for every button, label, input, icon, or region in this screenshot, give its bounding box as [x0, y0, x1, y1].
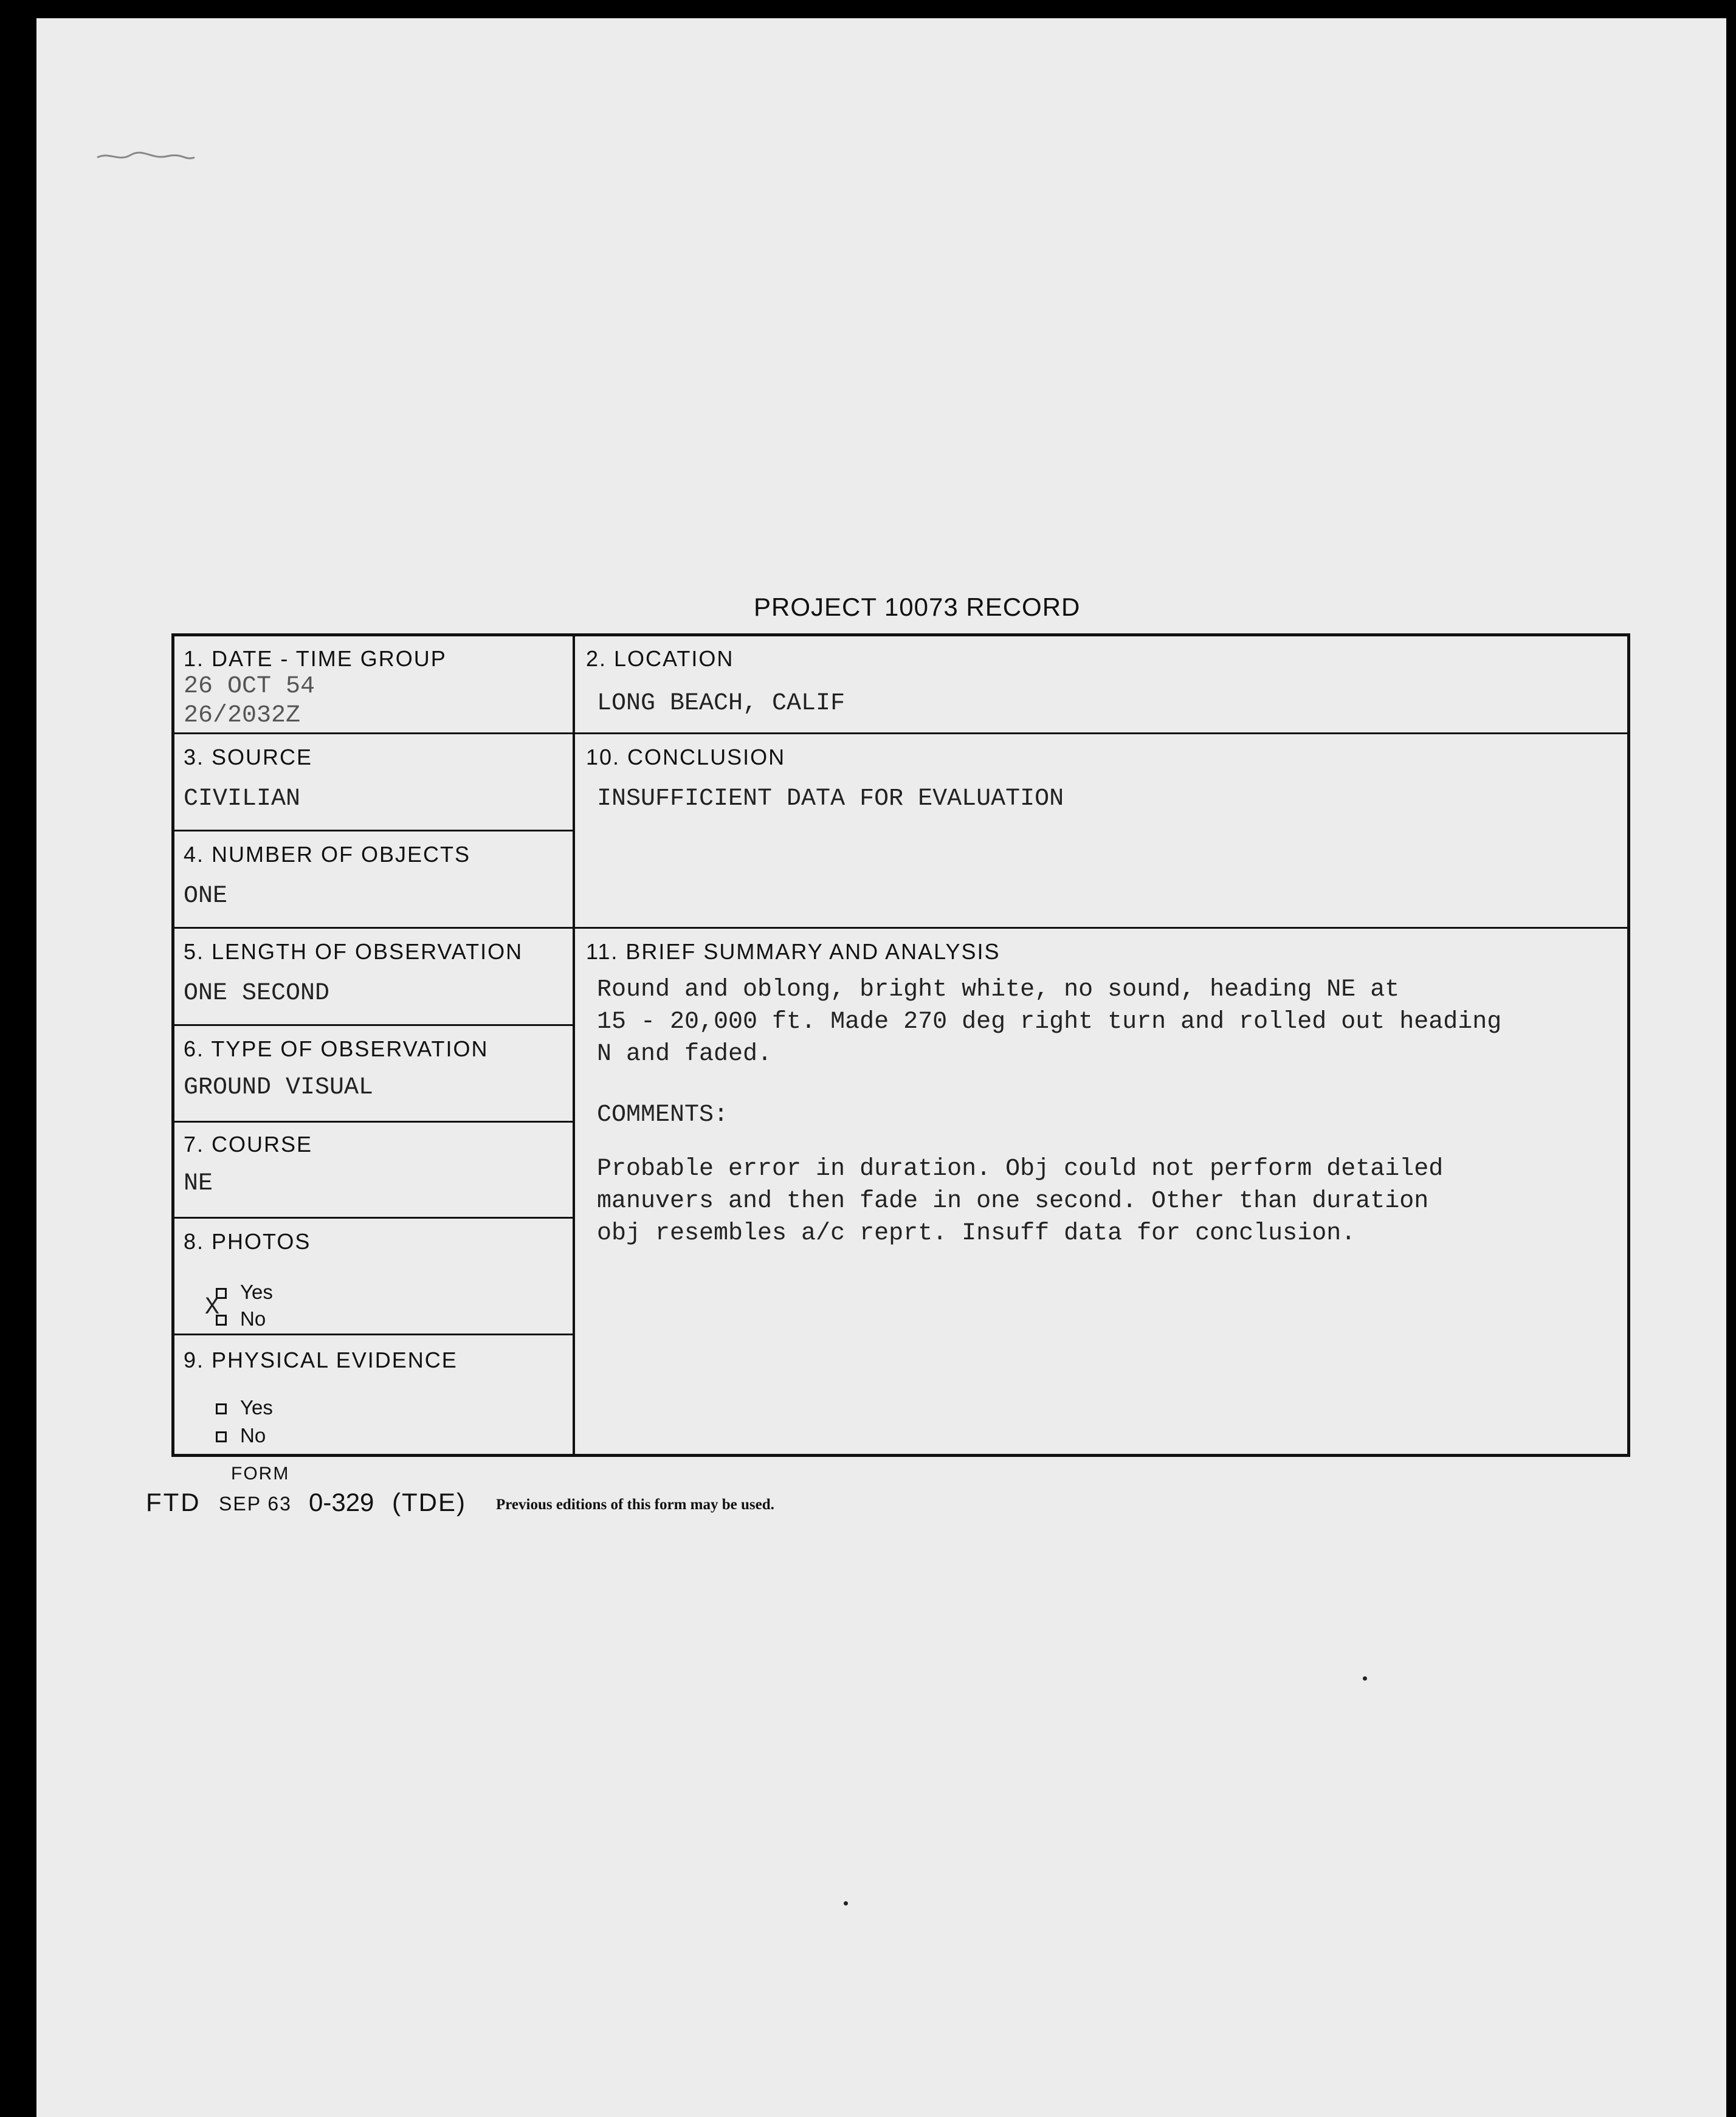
- summary-line: 15 - 20,000 ft. Made 270 deg right turn and rolled out heading: [597, 1008, 1502, 1036]
- type-of-observation-label: 6. TYPE OF OBSERVATION: [184, 1036, 489, 1061]
- conclusion-value: INSUFFICIENT DATA FOR EVALUATION: [597, 785, 1064, 813]
- location-value: LONG BEACH, CALIF: [597, 690, 846, 717]
- date-value: 26 OCT 54: [184, 673, 315, 700]
- summary-text: [597, 974, 1501, 1070]
- comments-line: manuvers and then fade in one second. Other than duration: [597, 1188, 1429, 1215]
- footer-date: SEP 63: [219, 1493, 292, 1515]
- number-of-objects-label: 4. NUMBER OF OBJECTS: [184, 842, 471, 867]
- date-time-label: 1. DATE - TIME GROUP: [184, 646, 447, 671]
- footer-note: Previous editions of this form may be used.: [496, 1496, 774, 1513]
- photos-yes-option[interactable]: [216, 1281, 273, 1304]
- summary-label: 11. BRIEF SUMMARY AND ANALYSIS: [586, 939, 1001, 964]
- comments-line: Probable error in duration. Obj could not perform detailed: [597, 1155, 1444, 1183]
- physical-evidence-yes-option[interactable]: [216, 1396, 273, 1419]
- paper-speck: [1363, 1676, 1367, 1681]
- course-label: 7. COURSE: [184, 1132, 313, 1157]
- row-divider: [174, 732, 1627, 734]
- comments-line: obj resembles a/c reprt. Insuff data for conclusion.: [597, 1220, 1356, 1247]
- paper-speck: [844, 1901, 848, 1905]
- footer-number: 0-329: [309, 1488, 374, 1516]
- type-of-observation-value: GROUND VISUAL: [184, 1074, 374, 1101]
- photos-yes-label: Yes: [240, 1281, 273, 1303]
- document-page: [36, 18, 1726, 2117]
- row-divider: [174, 1217, 573, 1219]
- location-label: 2. LOCATION: [586, 646, 734, 671]
- form-word: FORM: [231, 1464, 290, 1484]
- source-label: 3. SOURCE: [184, 745, 313, 769]
- record-title: PROJECT 10073 RECORD: [754, 593, 1081, 621]
- row-divider: [174, 830, 573, 831]
- length-of-observation-value: ONE SECOND: [184, 980, 330, 1007]
- row-divider: [174, 927, 1627, 929]
- physical-evidence-no-option[interactable]: [216, 1424, 266, 1447]
- typed-x-mark: X: [205, 1294, 220, 1321]
- physical-evidence-yes-label: Yes: [240, 1396, 273, 1419]
- row-divider: [174, 1024, 573, 1026]
- photos-no-label: No: [240, 1307, 266, 1330]
- comments-label: COMMENTS:: [597, 1101, 729, 1129]
- record-form: [171, 633, 1630, 1457]
- row-divider: [174, 1121, 573, 1123]
- physical-evidence-label: 9. PHYSICAL EVIDENCE: [184, 1348, 458, 1372]
- physical-evidence-no-label: No: [240, 1424, 266, 1447]
- column-divider: [573, 636, 575, 1454]
- length-of-observation-label: 5. LENGTH OF OBSERVATION: [184, 939, 523, 964]
- conclusion-label: 10. CONCLUSION: [586, 745, 786, 769]
- row-divider: [174, 1334, 573, 1335]
- time-value: 26/2032Z: [184, 702, 301, 729]
- photos-label: 8. PHOTOS: [184, 1229, 311, 1254]
- summary-line: N and faded.: [597, 1041, 773, 1068]
- footer-office: (TDE): [392, 1488, 466, 1516]
- source-value: CIVILIAN: [184, 785, 301, 813]
- course-value: NE: [184, 1170, 213, 1197]
- comments-text: [597, 1153, 1443, 1250]
- handwritten-mark: [94, 149, 198, 164]
- checkbox-icon[interactable]: [216, 1403, 227, 1414]
- footer-ftd: FTD: [146, 1488, 201, 1516]
- checkbox-icon[interactable]: [216, 1431, 227, 1442]
- number-of-objects-value: ONE: [184, 883, 228, 910]
- summary-line: Round and oblong, bright white, no sound, heading NE at: [597, 976, 1400, 1003]
- photos-no-option[interactable]: [216, 1307, 266, 1330]
